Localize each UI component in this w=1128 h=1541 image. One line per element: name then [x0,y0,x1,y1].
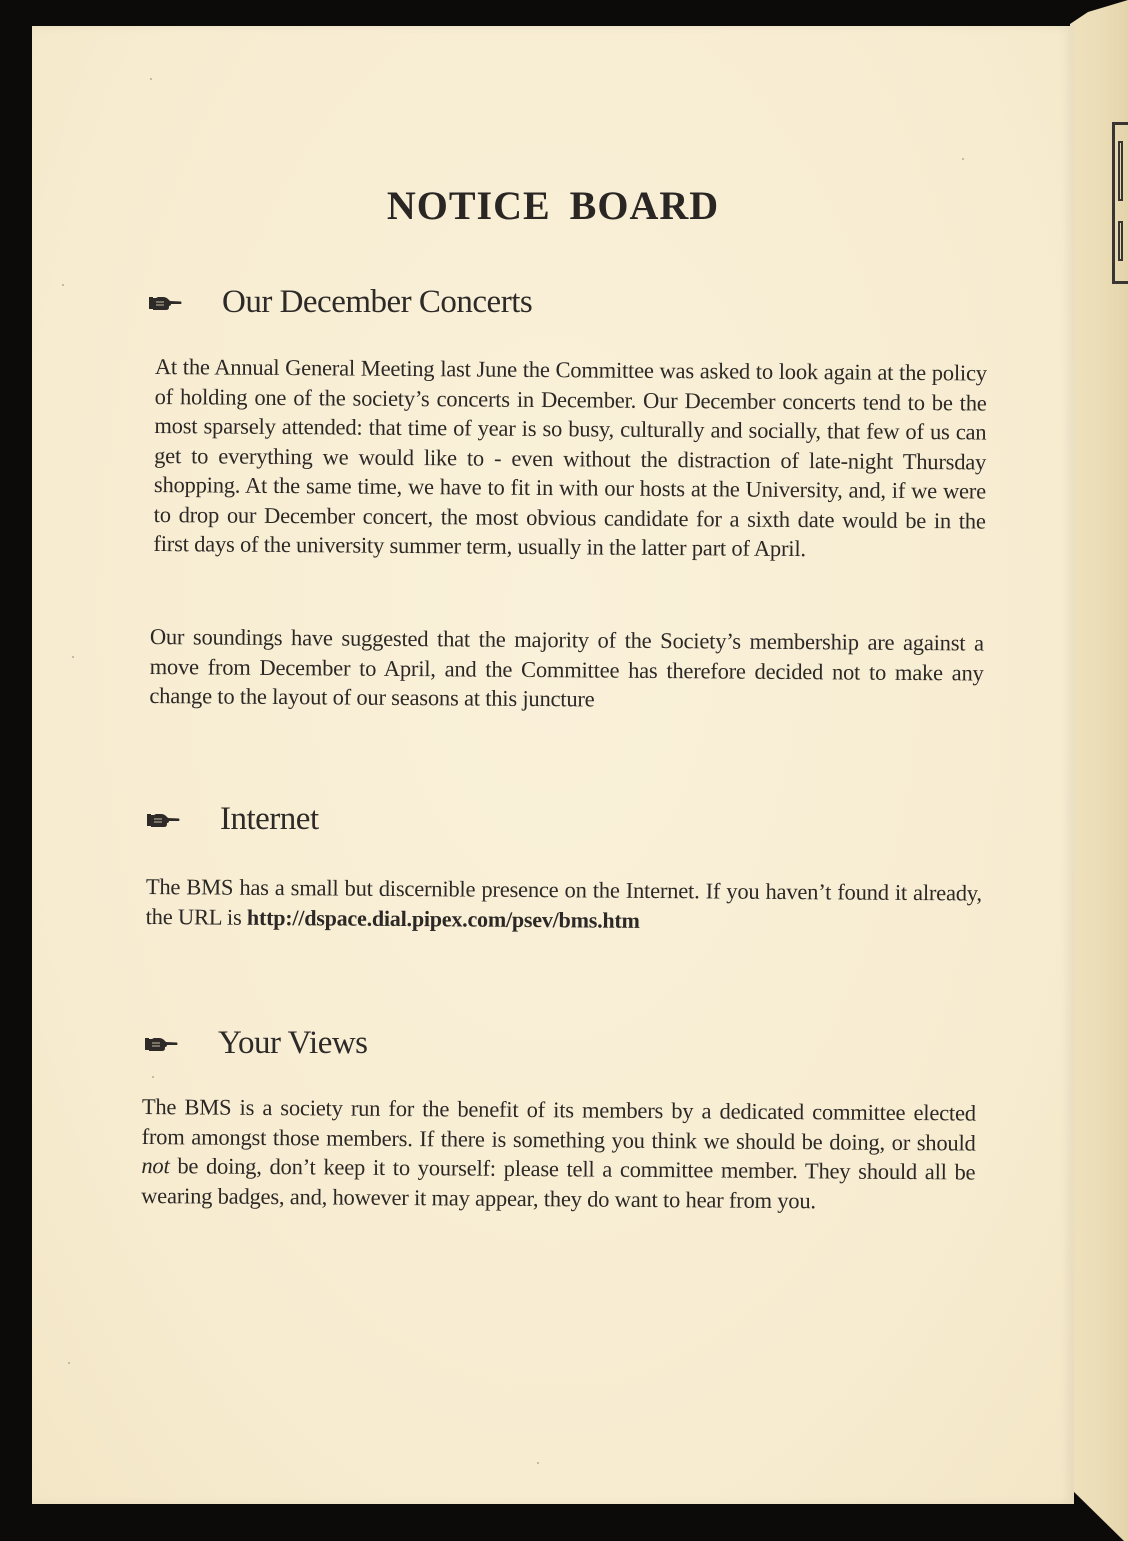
section-heading-internet [146,801,319,838]
page-content [32,26,1074,1504]
paper-speck [62,284,64,286]
document-page [32,26,1074,1504]
pointing-hand-icon [148,294,182,312]
section-heading-text: Your Views [218,1025,368,1061]
section-heading-your-views [144,1025,368,1062]
page-title: NOTICE BOARD [386,183,720,228]
bms-url-link[interactable]: http://dspace.dial.pipex.com/psev/bms.htm [246,904,640,933]
paragraph-december-concerts-2: Our soundings have suggested that the majority of the Society’s membership are against a move from December to April, and the Committee has therefore decided not to make any change to the layout of our seasons at this juncture [149,623,984,712]
paper-speck [68,1362,70,1364]
paper-speck [150,78,152,80]
paragraph-internet [146,872,982,938]
section-heading-text: Internet [220,801,319,837]
pointing-hand-icon [146,811,180,829]
paragraph-december-concerts-1: At the Annual General Meeting last June the Committee was asked to look again at the policy of holding one of the society’s concerts in December. Our December concerts tend to be the most sparsely attended: that time of year is so busy, culturally and socially, that few of us can get to everything we would like to - even without the distraction of late-night Thursday shopping. At the same time, we have to fit in with our hosts at the University, and, if we were to drop our December concert, the most obvious candidate for a sixth date would be in the first days of the university summer term, usually in the latter part of April. [153,353,987,562]
paragraph-your-views [141,1092,976,1217]
paper-speck [962,158,964,160]
internet-text: The BMS has a small but discernible presence on the Internet. If you haven’t found it already, the URL is [145,873,982,930]
your-views-emphasis: not [141,1152,170,1179]
your-views-text-before: The BMS is a society run for the benefit of its members by a dedicated committee elected from amongst those members. If there is something you think we should be doing, or should [141,1093,976,1156]
section-heading-text: Our December Concerts [222,284,533,320]
section-heading-december-concerts [148,284,532,321]
adjacent-page-ornament [1112,122,1128,284]
paper-speck [72,656,74,658]
paper-speck [152,1076,154,1078]
pointing-hand-icon [144,1035,178,1053]
paper-speck [537,1462,539,1464]
your-views-text-after: be doing, don’t keep it to yourself: please tell a committee member. They should all be wearing badges, and, however it may appear, they do want to hear from you. [141,1153,976,1213]
